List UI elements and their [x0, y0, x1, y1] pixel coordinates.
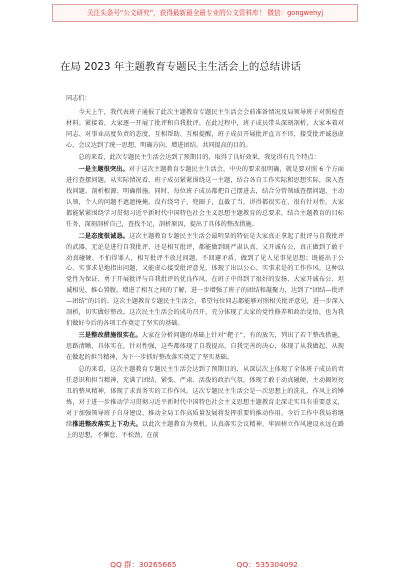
point-3-heading: 三是整改措施很实在。 — [78, 332, 142, 340]
paragraph-4 — [66, 331, 344, 364]
document-title: 在局 2023 年主题教育专题民主生活会上的总结讲话 — [60, 61, 301, 73]
paragraph-1b: 总的来看，此次专题民主生活会达到了预期目的，取得了良好效果，我觉得有几个特点： — [78, 153, 320, 161]
promo-banner: 关注头条号“公文研究”，获得最新最全最专业的公文资料库！ 微信：gongwenyj — [52, 4, 358, 22]
summary-bold: 推进整改落实上下功夫。 — [72, 420, 142, 428]
point-2-heading: 二是态度很诚恳。 — [78, 232, 130, 240]
paragraph-1: 今天上午，我代表班子通报了此次主题教育专题民主生活会会前准备情况及局领导班子对照检查材料。紧接着，大家逐一开展了批评和自我批评。在此过程中，班子成员带头深刻剖析，大家本着对同志、对事业高度负责的态度，互相帮助、互相提醒，班子成员开展批评直言不讳，接受批评诚恳虚心，会议达到了统一思想、明确方向、增进团结、共同提高的目的。 — [66, 108, 344, 149]
summary-end: 以此次主题教育为契机，认真落实会议精神，牢固树立作风建设永远在路上的思想，不懈怠、不松劲，在前 — [66, 420, 345, 439]
document-body — [66, 94, 344, 443]
qq-group: QQ 群：30265665 — [110, 560, 177, 569]
salutation: 同志们： — [66, 95, 91, 102]
footer-contacts — [0, 558, 408, 572]
point-1-text: 对于这次主题教育专题民主生活会，中央的要求很明确，就是要对照 6 个方面进行查摆问题，从实际情况看，班子成员紧紧围绕这一主题，结合各自工作实际和思想实际，深入查找问题、剖析根源、明确措施。同时，每位班子成员都把自己摆进去，结合分管领域查摆问题，主动认领，个人的问题不遮遮掩掩，没有绕弯子、兜圈子，直截了当，讲得都很实在、很有针对性。大家都能紧紧围绕学习贯彻习近平新时代中国特色社会主义思想主题教育的总要求，结合主题教育的目标任务，深刻剖析自己，查找不足，剖析原因，提出了具体的整改措施。 — [66, 166, 344, 228]
paragraph-5 — [66, 365, 344, 441]
qq-number: QQ：535304092 — [236, 560, 298, 569]
paragraph-2 — [66, 165, 344, 230]
paragraph-3 — [66, 232, 344, 330]
point-2-text: 这次主题教育专题民主生活会最明显的特征是大家真正拿起了批评与自我批评的武器，无论是进行自我批评，还是相互批评，都能做到既严肃认真、又开诚布公，真正做到了敢于动真碰硬、不怕得罪人，相互批评不放过问题、不回避矛盾，做到了见人见事见思想；既能出于公心、实事求是地指出问题，又能虚心接受批评意见，体现了出以公心、实事求是的工作作风。这种以党性为保证、勇于开展批评与自我批评的优良作风，在班子中得到了很好的发扬，大家开诚布公、坦诚相见、推心置腹，增进了相互之间的了解，进一步增强了班子的团结和凝聚力，达到了“团结—批评—团结”的目的。这次主题教育专题民主生活会，希望每位同志都能够对照相关批评意见，进一步深入剖析，切实做好整改。这次民主生活会的成功召开，充分体现了大家的党性修养和政治觉悟，也为我们做好今后的各项工作奠定了坚实的基础。 — [66, 232, 345, 328]
point-1-heading: 一是主题很突出。 — [78, 166, 129, 174]
summary-text: 总的来看，这次主题教育专题民主生活会达到了预期目的，从深层次上体现了全体班子成员的责任意识和担当精神，充满了团结、紧张、严肃、活泼的政治气氛，体现了敢于动真碰硬、主动揭短亮丑的整风精神，体现了求真务实的工作作风。这次专题民主生活会是一次思想上的洗礼、作风上的锤炼，对于进一步推动学习贯彻习近平新时代中国特色社会主义思想主题教育走深走实具有重要意义，对于加强领导班子自身建设、推动全局工作高质量发展将发挥重要的推动作用。今后工作中我局将继续 — [66, 366, 344, 428]
point-3-text: 大家在分析问题的基础上针对“靶子”，有的放矢，列出了若干整改措施，思路清晰、具体实在，针对性强，这些都体现了自我提高、自我完善的决心，体现了从我做起、从现在做起的担当精神，为下一步抓好整改落实奠定了坚实基础。 — [66, 332, 345, 362]
